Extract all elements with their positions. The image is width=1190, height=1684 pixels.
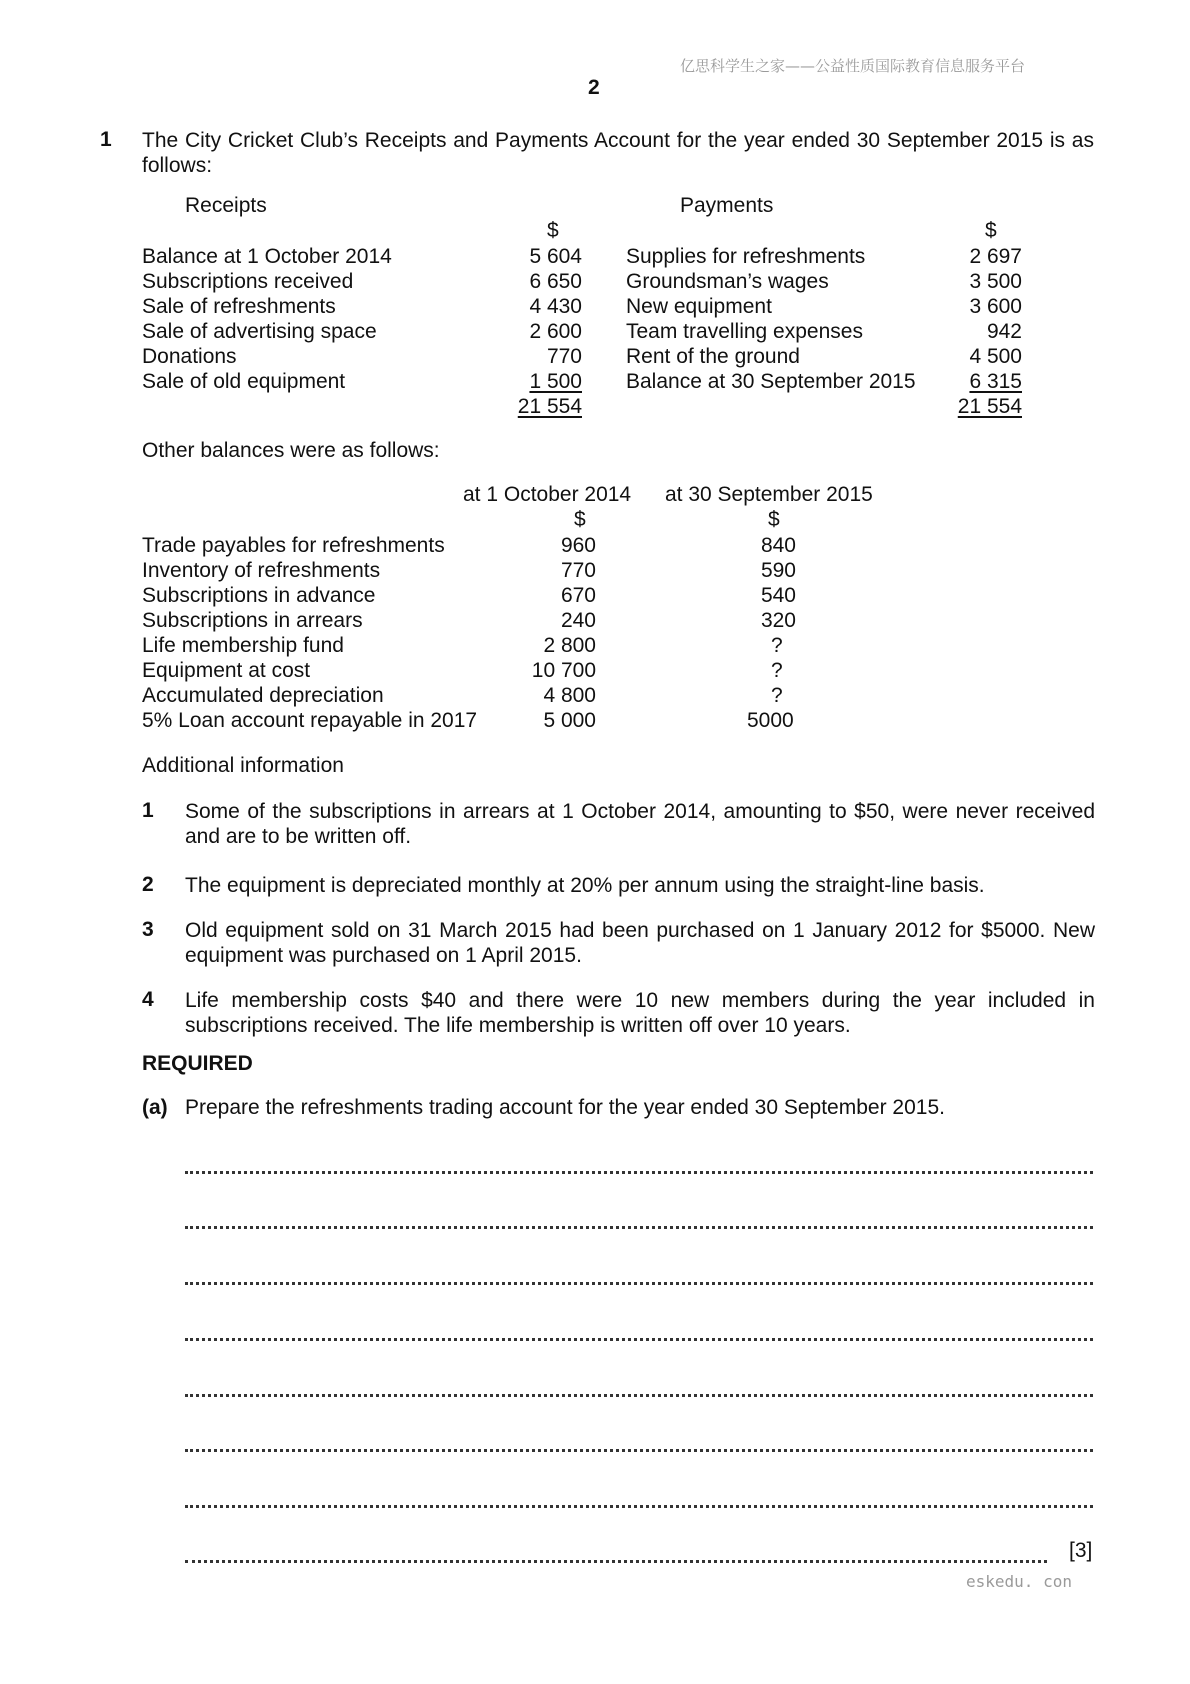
balance-label: Accumulated depreciation — [142, 684, 384, 707]
receipt-label: Donations — [142, 345, 237, 368]
receipt-amount: 6 650 — [529, 270, 582, 293]
payment-label: New equipment — [626, 295, 772, 318]
receipt-amount: 5 604 — [529, 245, 582, 268]
payment-amount: 942 — [986, 320, 1022, 343]
balance-label: Subscriptions in arrears — [142, 609, 363, 632]
info-item-text: Old equipment sold on 31 March 2015 had been purchased on 1 January 2012 for $5000. New equipment was purchased on 1 April 2015. — [185, 919, 1095, 967]
answer-line[interactable] — [185, 1278, 1093, 1285]
question-intro: The City Cricket Club’s Receipts and Payments Account for the year ended 30 September 2015 is as follows: — [142, 129, 1094, 177]
balance-value-2015: 5000 — [747, 709, 794, 732]
footer-watermark: eskedu. con — [966, 1572, 1072, 1591]
info-item-text: Some of the subscriptions in arrears at 1 October 2014, amounting to $50, were never received and are to be written off. — [185, 800, 1095, 848]
additional-heading: Additional information — [142, 754, 344, 777]
answer-line[interactable] — [185, 1445, 1093, 1452]
col2-heading: at 30 September 2015 — [665, 483, 873, 506]
balance-value-2015: ? — [771, 634, 783, 657]
payment-amount: 3 500 — [969, 270, 1022, 293]
balance-value-2014: 960 — [560, 534, 596, 557]
payments-heading: Payments — [680, 194, 774, 217]
balance-value-2014: 4 800 — [543, 684, 596, 707]
col1-currency: $ — [574, 508, 586, 531]
info-item-text: The equipment is depreciated monthly at 20% per annum using the straight-line basis. — [185, 874, 985, 897]
balance-value-2015: 590 — [760, 559, 796, 582]
answer-line[interactable] — [185, 1390, 1093, 1397]
info-item-number: 2 — [142, 873, 154, 896]
answer-line[interactable] — [185, 1556, 1047, 1563]
part-question: Prepare the refreshments trading account for the year ended 30 September 2015. — [185, 1096, 945, 1119]
balance-label: Equipment at cost — [142, 659, 311, 682]
balance-value-2015: 840 — [760, 534, 796, 557]
balance-label: 5% Loan account repayable in 2017 — [142, 709, 478, 732]
balance-value-2014: 2 800 — [543, 634, 596, 657]
receipts-heading: Receipts — [185, 194, 267, 217]
col1-heading: at 1 October 2014 — [463, 483, 632, 506]
payments-currency: $ — [985, 219, 997, 242]
balance-value-2014: 670 — [560, 584, 596, 607]
payment-label: Supplies for refreshments — [626, 245, 866, 268]
info-item-number: 1 — [142, 799, 154, 822]
info-item-number: 3 — [142, 918, 154, 941]
payment-amount: 2 697 — [969, 245, 1022, 268]
balance-label: Subscriptions in advance — [142, 584, 376, 607]
other-balances-intro: Other balances were as follows: — [142, 439, 440, 462]
answer-line[interactable] — [185, 1167, 1093, 1174]
marks-allocation: [3] — [1069, 1539, 1093, 1562]
payment-label: Team travelling expenses — [626, 320, 863, 343]
part-label: (a) — [142, 1096, 168, 1119]
receipt-amount: 4 430 — [529, 295, 582, 318]
balance-value-2014: 770 — [560, 559, 596, 582]
balance-value-2014: 240 — [560, 609, 596, 632]
answer-line[interactable] — [185, 1334, 1093, 1341]
question-number: 1 — [100, 128, 112, 151]
receipt-label: Sale of advertising space — [142, 320, 377, 343]
payment-amount: 3 600 — [969, 295, 1022, 318]
required-heading: REQUIRED — [142, 1052, 253, 1075]
balance-label: Inventory of refreshments — [142, 559, 381, 582]
payment-label: Groundsman’s wages — [626, 270, 829, 293]
balance-value-2015: 320 — [760, 609, 796, 632]
receipt-label: Subscriptions received — [142, 270, 354, 293]
info-item-text: Life membership costs $40 and there were 10 new members during the year included in subscriptions received. The life membership is written off over 10 years. — [185, 989, 1095, 1037]
balance-value-2015: 540 — [760, 584, 796, 607]
answer-line[interactable] — [185, 1222, 1093, 1229]
answer-line[interactable] — [185, 1501, 1093, 1508]
balance-value-2014: 10 700 — [531, 659, 596, 682]
payments-total: 21 554 — [957, 395, 1022, 418]
payment-label: Balance at 30 September 2015 — [626, 370, 916, 393]
receipts-total: 21 554 — [517, 395, 582, 418]
payment-label: Rent of the ground — [626, 345, 800, 368]
receipt-label: Balance at 1 October 2014 — [142, 245, 392, 268]
receipt-amount: 770 — [546, 345, 582, 368]
receipt-label: Sale of old equipment — [142, 370, 346, 393]
header-watermark: 亿思科学生之家——公益性质国际教育信息服务平台 — [680, 57, 1026, 75]
receipt-amount: 1 500 — [529, 370, 582, 393]
receipts-currency: $ — [547, 219, 559, 242]
receipt-label: Sale of refreshments — [142, 295, 336, 318]
balance-value-2015: ? — [771, 659, 783, 682]
col2-currency: $ — [768, 508, 780, 531]
page-number: 2 — [588, 76, 600, 99]
payment-amount: 4 500 — [969, 345, 1022, 368]
balance-label: Life membership fund — [142, 634, 344, 657]
payment-amount: 6 315 — [969, 370, 1022, 393]
balance-value-2014: 5 000 — [543, 709, 596, 732]
info-item-number: 4 — [142, 988, 154, 1011]
balance-value-2015: ? — [771, 684, 783, 707]
balance-label: Trade payables for refreshments — [142, 534, 445, 557]
receipt-amount: 2 600 — [529, 320, 582, 343]
